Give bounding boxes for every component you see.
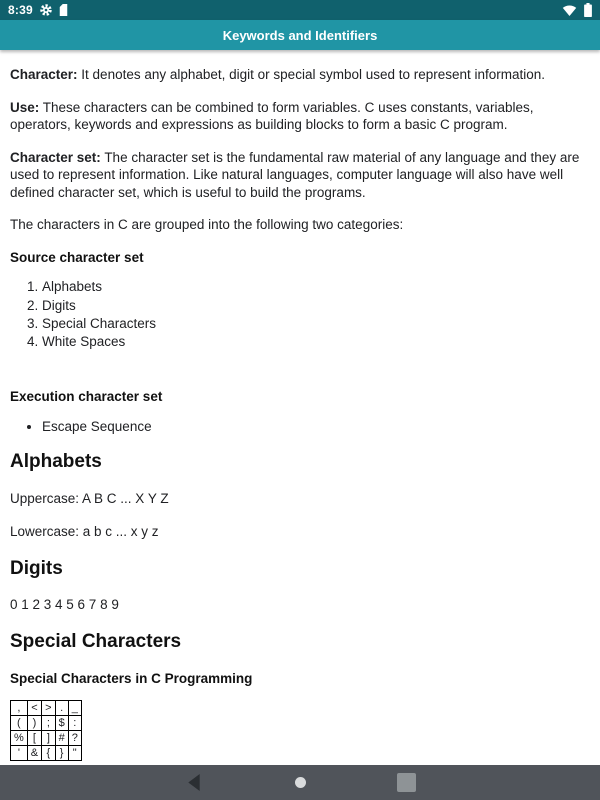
gear-icon bbox=[40, 4, 52, 16]
battery-icon bbox=[584, 3, 592, 17]
paragraph-text: The character set is the fundamental raw material of any language and they are used to represent information. Like natural languages, computer language will also have well defined character set, which is useful to build the programs. bbox=[10, 149, 580, 200]
paragraph-character-set bbox=[10, 149, 590, 202]
special-char-cell: & bbox=[27, 746, 41, 761]
heading-execution-character-set: Execution character set bbox=[10, 389, 163, 405]
status-time: 8:39 bbox=[8, 3, 33, 17]
source-character-list bbox=[10, 279, 590, 350]
heading-special-characters: Special Characters bbox=[10, 630, 182, 652]
special-char-cell: ? bbox=[68, 731, 81, 746]
table-row bbox=[11, 716, 82, 731]
paragraph-label: Character: bbox=[10, 67, 78, 82]
recents-button[interactable] bbox=[393, 770, 419, 796]
home-button[interactable] bbox=[287, 770, 313, 796]
back-button[interactable] bbox=[181, 770, 207, 796]
back-triangle-icon bbox=[186, 773, 202, 792]
special-char-cell: # bbox=[55, 731, 68, 746]
heading-special-characters-c: Special Characters in C Programming bbox=[10, 670, 253, 686]
special-char-cell: < bbox=[27, 701, 41, 716]
heading-source-character-set: Source character set bbox=[10, 249, 144, 265]
special-char-cell: [ bbox=[27, 731, 41, 746]
special-char-cell: > bbox=[42, 701, 55, 716]
table-row bbox=[11, 746, 82, 761]
special-char-cell: : bbox=[68, 716, 81, 731]
alphabets-lowercase: Lowercase: a b c ... x y z bbox=[10, 524, 159, 540]
table-row bbox=[11, 701, 82, 716]
special-characters-table bbox=[10, 700, 82, 761]
paragraph-use bbox=[10, 99, 590, 134]
list-item: 2. Digits bbox=[42, 298, 590, 314]
special-char-cell: ] bbox=[42, 731, 55, 746]
special-char-cell: % bbox=[11, 731, 28, 746]
special-char-cell: ' bbox=[11, 746, 28, 761]
paragraph-categories: The characters in C are grouped into the following two categories: bbox=[10, 217, 404, 233]
table-row bbox=[11, 731, 82, 746]
alphabets-uppercase: Uppercase: A B C ... X Y Z bbox=[10, 490, 169, 506]
execution-character-list bbox=[10, 419, 590, 435]
paragraph-label: Use: bbox=[10, 99, 40, 115]
special-char-cell: ( bbox=[11, 716, 28, 731]
navigation-bar bbox=[0, 765, 600, 800]
home-circle-icon bbox=[295, 777, 306, 788]
digits-line: 0 1 2 3 4 5 6 7 8 9 bbox=[10, 597, 119, 613]
content-scroll-area[interactable] bbox=[0, 50, 600, 765]
special-char-cell: , bbox=[11, 701, 28, 716]
special-char-cell: $ bbox=[55, 716, 68, 731]
status-bar bbox=[0, 0, 600, 20]
recents-square-icon bbox=[397, 773, 416, 792]
special-char-cell: ) bbox=[27, 716, 41, 731]
list-item: 3. Special Characters bbox=[42, 316, 590, 332]
wifi-icon bbox=[562, 4, 577, 16]
special-char-cell: } bbox=[55, 746, 68, 761]
app-bar bbox=[0, 20, 600, 50]
paragraph-text: It denotes any alphabet, digit or special symbol used to represent information. bbox=[81, 67, 546, 82]
list-item: • Escape Sequence bbox=[42, 419, 590, 435]
paragraph-character bbox=[10, 66, 590, 84]
paragraph-text: These characters can be combined to form variables. C uses constants, variables, operators, keywords and expressions as building blocks to form a basic C program. bbox=[10, 99, 534, 133]
special-char-cell: { bbox=[42, 746, 55, 761]
page-title: Keywords and Identifiers bbox=[222, 27, 378, 43]
paragraph-label: Character set: bbox=[10, 149, 101, 165]
heading-alphabets: Alphabets bbox=[10, 450, 102, 472]
special-char-cell: ; bbox=[42, 716, 55, 731]
special-char-cell: . bbox=[55, 701, 68, 716]
special-char-cell: " bbox=[68, 746, 81, 761]
list-item: 1. Alphabets bbox=[42, 279, 590, 295]
list-item: 4. White Spaces bbox=[42, 334, 590, 350]
special-char-cell: _ bbox=[68, 701, 81, 716]
heading-digits: Digits bbox=[10, 557, 63, 579]
sim-card-icon bbox=[59, 4, 68, 16]
